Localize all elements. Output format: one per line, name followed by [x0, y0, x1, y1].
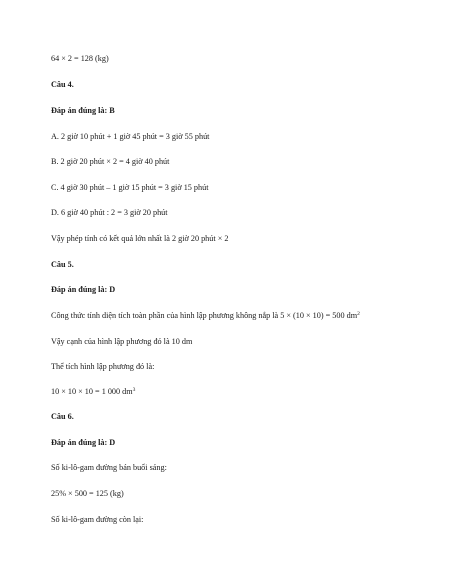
volume-label: Thể tích hình lập phương đó là:: [51, 362, 155, 371]
conclusion-line: Vậy phép tính có kết quả lớn nhất là 2 giờ 20 phút × 2: [51, 234, 229, 243]
question-5-answer: Đáp án đúng là: D: [51, 285, 116, 294]
question-6-heading: Câu 6.: [51, 412, 74, 421]
question-6-answer: Đáp án đúng là: D: [51, 438, 116, 447]
edge-length-line: Vậy cạnh của hình lập phương đó là 10 dm: [51, 337, 193, 346]
question-5-heading: Câu 5.: [51, 260, 74, 269]
remaining-sugar-label: Số ki-lô-gam đường còn lại:: [51, 515, 144, 524]
morning-sugar-calc: 25% × 500 = 125 (kg): [51, 489, 124, 498]
volume-calc: 10 × 10 × 10 = 1 000 $dm^3$: [51, 387, 136, 396]
option-a: A. 2 giờ 10 phút + 1 giờ 45 phút = 3 giờ 55 phút: [51, 132, 210, 141]
surface-area-formula: Công thức tính diện tích toàn phần của hình lập phương không nắp là 5 × (10 × 10) = 500 $dm^2$: [51, 311, 360, 320]
question-4-answer: Đáp án đúng là: B: [51, 106, 115, 115]
question-4-heading: Câu 4.: [51, 80, 74, 89]
option-c: C. 4 giờ 30 phút – 1 giờ 15 phút = 3 giờ 15 phút: [51, 183, 209, 192]
calc-line: 64 × 2 = 128 (kg): [51, 54, 109, 63]
option-b: B. 2 giờ 20 phút × 2 = 4 giờ 40 phút: [51, 157, 170, 166]
option-d: D. 6 giờ 40 phút : 2 = 3 giờ 20 phút: [51, 208, 168, 217]
morning-sugar-label: Số ki-lô-gam đường bán buổi sáng:: [51, 463, 167, 472]
